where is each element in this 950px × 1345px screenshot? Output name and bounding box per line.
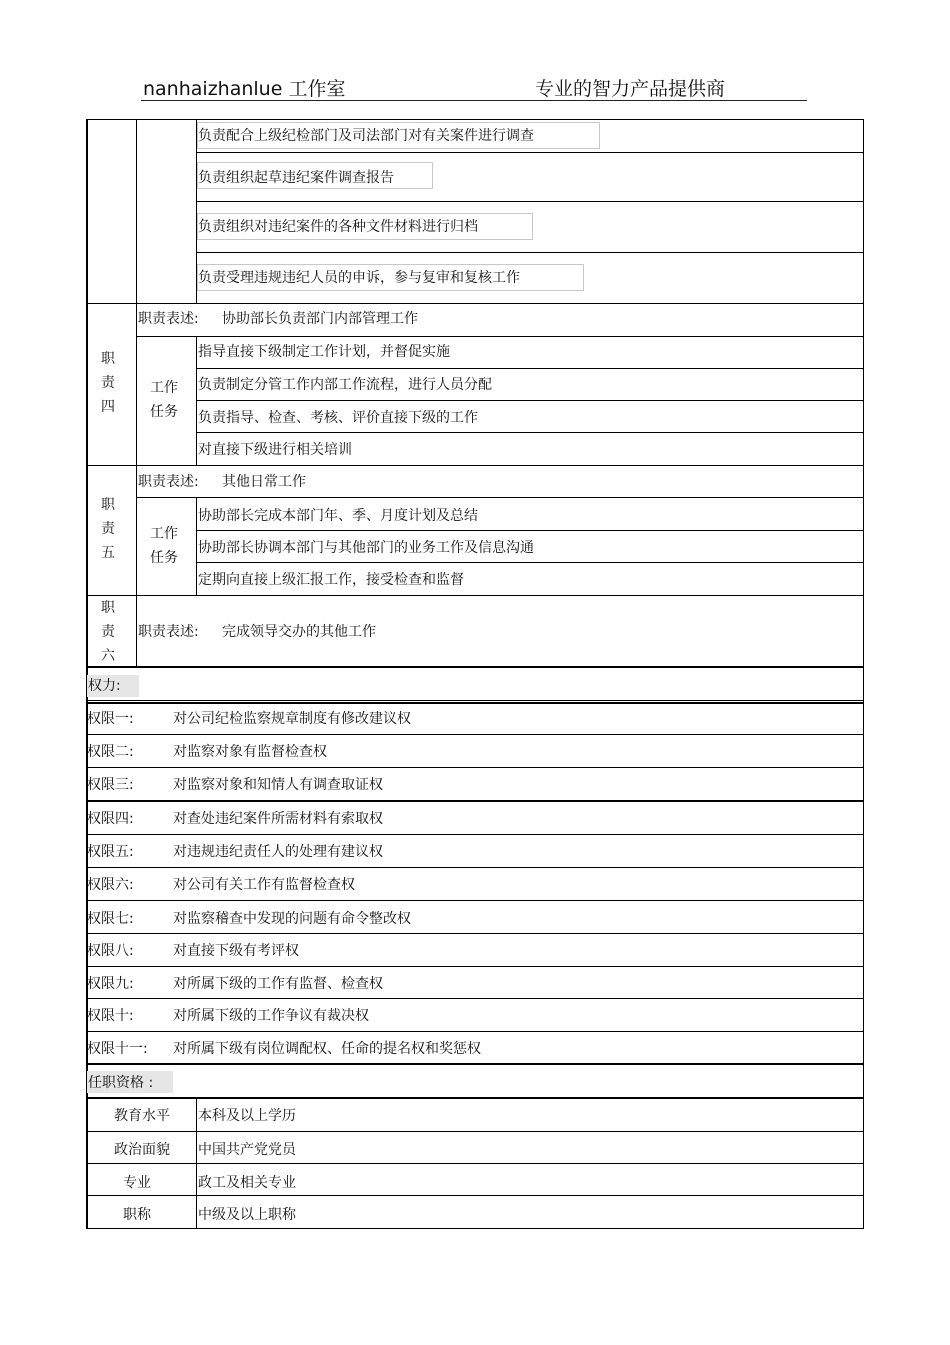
duty-desc-label: 职责表述:: [138, 624, 199, 640]
duty-desc: 协助部长负责部门内部管理工作: [222, 311, 418, 327]
authority-text: 对所属下级的工作争议有裁决权: [173, 1008, 369, 1024]
authority-title: 权力:: [88, 678, 121, 694]
qualification-value: 本科及以上学历: [198, 1108, 296, 1124]
qualification-label: 政治面貌: [114, 1142, 170, 1158]
qualification-label: 职称: [123, 1207, 151, 1223]
duty-desc: 其他日常工作: [222, 474, 306, 490]
authority-text: 对公司纪检监察规章制度有修改建议权: [173, 711, 411, 727]
authority-text: 对监察对象和知情人有调查取证权: [173, 777, 383, 793]
authority-label: 权限七:: [87, 911, 134, 927]
authority-text: 对监察稽查中发现的问题有命令整改权: [173, 911, 411, 927]
qualification-value: 中级及以上职称: [198, 1207, 296, 1223]
task-label: 工作 任务: [150, 380, 178, 420]
qualification-value: 政工及相关专业: [198, 1175, 296, 1191]
authority-text: 对查处违纪案件所需材料有索取权: [173, 811, 383, 827]
qualification-label: 专业: [123, 1175, 151, 1191]
authority-text: 对监察对象有监督检查权: [173, 744, 327, 760]
duty-desc-label: 职责表述:: [138, 474, 199, 490]
top-item: 负责组织对违纪案件的各种文件材料进行归档: [198, 219, 478, 235]
authority-text: 对所属下级的工作有监督、检查权: [173, 976, 383, 992]
qualifications-title: 任职资格 :: [88, 1075, 154, 1091]
authority-text: 对违规违纪责任人的处理有建议权: [173, 844, 383, 860]
task-item: 指导直接下级制定工作计划，并督促实施: [198, 344, 450, 360]
authority-label: 权限九:: [87, 976, 134, 992]
header-left: nanhaizhanlue 工作室: [143, 78, 346, 100]
authority-text: 对直接下级有考评权: [173, 943, 299, 959]
duty-label: 职 责 六: [101, 600, 115, 664]
authority-label: 权限三:: [87, 777, 134, 793]
authority-label: 权限六:: [87, 877, 134, 893]
task-item: 协助部长协调本部门与其他部门的业务工作及信息沟通: [198, 540, 534, 556]
header-divider: [141, 100, 807, 101]
authority-label: 权限十一:: [87, 1041, 148, 1057]
authority-label: 权限二:: [87, 744, 134, 760]
qualification-label: 教育水平: [114, 1108, 170, 1124]
authority-text: 对公司有关工作有监督检查权: [173, 877, 355, 893]
qualification-value: 中国共产党党员: [198, 1142, 296, 1158]
top-item: 负责受理违规违纪人员的申诉，参与复审和复核工作: [198, 270, 520, 286]
authority-label: 权限八:: [87, 943, 134, 959]
task-item: 协助部长完成本部门年、季、月度计划及总结: [198, 508, 478, 524]
duty-desc: 完成领导交办的其他工作: [222, 624, 376, 640]
authority-label: 权限十:: [87, 1008, 134, 1024]
duty-label: 职 责 四: [101, 351, 115, 415]
task-label: 工作 任务: [150, 526, 178, 566]
authority-label: 权限一:: [87, 711, 134, 727]
authority-label: 权限四:: [87, 811, 134, 827]
duty-label: 职 责 五: [101, 497, 115, 561]
task-item: 负责制定分管工作内部工作流程，进行人员分配: [198, 377, 492, 393]
authority-label: 权限五:: [87, 844, 134, 860]
task-item: 定期向直接上级汇报工作，接受检查和监督: [198, 572, 464, 588]
header-right: 专业的智力产品提供商: [535, 78, 726, 100]
top-item: 负责配合上级纪检部门及司法部门对有关案件进行调查: [198, 128, 534, 144]
task-item: 对直接下级进行相关培训: [198, 442, 352, 458]
task-item: 负责指导、检查、考核、评价直接下级的工作: [198, 410, 478, 426]
duty-desc-label: 职责表述:: [138, 311, 199, 327]
top-item: 负责组织起草违纪案件调查报告: [198, 170, 394, 186]
authority-text: 对所属下级有岗位调配权、任命的提名权和奖惩权: [173, 1041, 481, 1057]
